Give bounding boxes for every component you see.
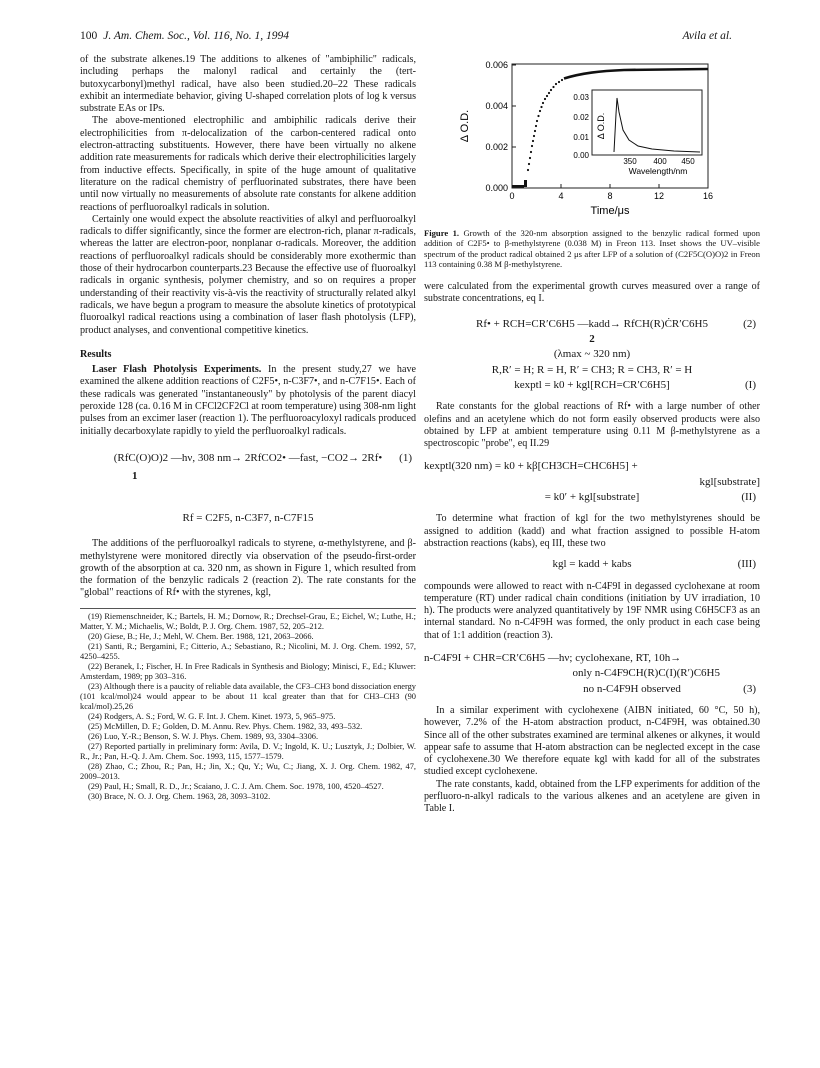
equation-III-text: kgl = kadd + kabs [552, 558, 632, 571]
caption-label: Figure 1. [424, 228, 460, 238]
inset-x-tick-label: 350 [623, 157, 637, 166]
x-tick-label: 16 [702, 191, 714, 201]
subsection-heading: Laser Flash Photolysis Experiments. [92, 364, 262, 376]
inset-frame [592, 90, 702, 155]
y-tick-label: 0.006 [485, 60, 508, 70]
y-tick-label: 0.004 [485, 101, 508, 111]
inset-y-tick-label: 0.01 [573, 133, 589, 142]
x-tick-label: 4 [558, 191, 564, 201]
right-column [424, 54, 760, 816]
footnote: (25) McMillen, D. F.; Golden, D. M. Annu. Rev. Phys. Chem. 1982, 33, 493–532. [88, 721, 363, 731]
y-axis-label: Δ O.D. [459, 109, 471, 143]
inset-y-tick-label: 0.02 [573, 113, 589, 122]
equation-II-line-1: kexptl(320 nm) = k0 + kβ[CH3CH=CHC6H5] + [424, 460, 638, 473]
equation-3-product: only n-C4F9CH(R)C(I)(R′)C6H5 [572, 667, 720, 680]
equation-number: (II) [741, 491, 756, 504]
footnote: (26) Luo, Y.-R.; Benson, S. W. J. Phys. Chem. 1989, 93, 3304–3306. [88, 731, 319, 741]
section-heading: Results [80, 348, 112, 360]
equation-number: (2) [743, 317, 756, 330]
equation-III [424, 558, 760, 570]
page-number: 100 [80, 30, 98, 42]
equation-2-text: Rf• + RCH=CR′C6H5 —kadd→ RfCH(R)ĊR′C6H5 [476, 317, 708, 330]
equation-3-reactants: n-C4F9I + CHR=CR′C6H5 —hν; cyclohexane, RT, 10h→ [424, 652, 682, 665]
inset-x-axis-label: Wavelength/nm [628, 166, 688, 176]
footnote: (29) Paul, H.; Small, R. D., Jr.; Scaiano, J. C. J. Am. Chem. Soc. 1978, 100, 4520–4527. [88, 781, 384, 791]
figure-1-caption [424, 228, 760, 269]
paragraph: In a similar experiment with cyclohexene (AIBN initiated, 60 °C, 50 h), however, 7.2% of the H-atom abstraction product, n-C4F9H, was obtained.30 Since all of the other substrates examined are terminal alkenes or alkynes, it would appear safe to assume that H-atom abstraction can be neglected except in the case of cyclohexene.30 We therefore equate kgl with kadd for all of the substrates studied except cyclohexene. [424, 704, 760, 778]
equation-II-text: = k0′ + kgl[substrate] [544, 491, 640, 504]
paragraph: To determine what fraction of kgl for the two methylstyrenes should be assigned to addition (kadd) and what fraction assigned to possible H-atom abstraction reactions (kabs), eq III, these two [424, 513, 760, 549]
equation-I-text: kexptl = k0 + kgl[RCH=CR′C6H5] [514, 378, 670, 391]
inset-y-tick-label: 0.00 [573, 151, 589, 160]
equation-II-line-2: kgl[substrate] [699, 475, 760, 488]
x-tick-label: 8 [607, 191, 613, 201]
paragraph: The rate constants, kadd, obtained from the LFP experiments for addition of the perfluoro-n-alkyl radicals to the various alkenes and an acetylene are given in Table I. [424, 778, 760, 815]
inset-y-tick-label: 0.03 [573, 93, 589, 102]
footnote: (30) Brace, N. O. J. Org. Chem. 1963, 28, 3093–3102. [88, 791, 271, 801]
y-tick-label: 0.000 [485, 183, 508, 193]
footnote: (27) Reported partially in preliminary form: Avila, D. V.; Ingold, K. U.; Lusztyk, J.; Dolbier, W. R., Jr.; Pan, H.-Q. J. Am. Chem. Soc. 1993, 115, 1577–1579. [80, 741, 416, 761]
equation-II [424, 491, 760, 503]
paragraph: Rate constants for the global reactions of Rf• with a large number of other olefins and an acetylene which do not form easily observed products were also obtained by LFP at ambient temperature using 0.11 M β-methylstyrene as a spectroscopic "probe", eq II.29 [424, 401, 760, 450]
equation-1 [80, 452, 416, 508]
x-tick-label: 0 [509, 191, 515, 201]
equation-3 [424, 683, 760, 695]
equation-3-note: no n-C4F9H observed [583, 682, 681, 695]
equation-number: (1) [399, 451, 412, 464]
equation-number: (III) [737, 558, 756, 571]
inset-y-axis-label: Δ O.D. [596, 112, 606, 140]
x-tick-label: 12 [653, 191, 665, 201]
footnotes [80, 608, 416, 802]
footnote: (21) Santi, R.; Bergamini, F.; Citterio, A.; Sebastiano, R.; Nicolini, M. J. Org. Chem. 1992, 57, 4250–4255. [80, 641, 416, 661]
paragraph [80, 364, 416, 438]
caption-text: Growth of the 320-nm absorption assigned to the benzylic radical formed upon addition of C2F5• to β-methylstyrene (0.038 M) in Freon 113. Inset shows the UV–visible spectrum of the product radical obtained 2 μs after LFP of a solution of (C2F5C(O)O)2 in Freon 113 containing 0.38 M β-methylstyrene. [424, 228, 761, 269]
paragraph: of the substrate alkenes.19 The additions to alkenes of "ambiphilic" radicals, including perhaps the malonyl radical and certainly the (tert-butoxycarbonyl)methyl radical, have also been studied.20–22 These radicals exhibit an intermediate behavior, giving U-shaped correlation plots of log k versus substrate EAs or IPs. [80, 54, 416, 115]
inset-x-tick-label: 400 [653, 157, 667, 166]
left-column [80, 54, 416, 802]
footnote: (19) Riemenschneider, K.; Bartels, H. M.; Dornow, R.; Drechsel-Grau, E.; Eichel, W.; Luthe, H.; Matter, Y. M.; Michaelis, W.; Boldt, P. J. Org. Chem. 1987, 52, 205–212. [80, 611, 416, 631]
compound-number: 2 [589, 333, 595, 346]
paragraph: Certainly one would expect the absolute reactivities of alkyl and perfluoroalkyl radicals to differ significantly, since the former are electron-rich, planar π-radicals, whereas the latter are electron-poor, nonplanar σ-radicals. Moreover, the addition reactions of perfluoroalkyl radicals should be considerably more exothermic than those of their hydrocarbon counterparts.23 Because the effective use of fluoroalkyl radicals in organic synthesis, polymer chemistry, and so on requires a proper understanding of their reactivity vis-à-vis the reactivity of structurally related alkyl radicals, we have begun a program to measure the absolute kinetics of prototypical fluoroalkyl radical reactions using a combination of laser flash photolysis (LFP), product analyses, and conventional competitive kinetics. [80, 213, 416, 336]
equation-number: (3) [743, 682, 756, 695]
equation-I [424, 379, 760, 391]
paragraph-text: In the present study,27 we have examined the alkene addition reactions of C2F5•, n-C3F7•, and n-C7F15•. Each of these radicals was generated "instantaneously" by photolysis of the parent diacyl peroxide 128 (ca. 0.16 M in CFCl2CF2Cl at room temperature) using 308-nm light pulses from an excimer laser (reaction 1). The perfluoroacyloxyl radicals produced initially decarboxylate rapidly to yield the perfluoroalkyl radicals. [80, 364, 416, 437]
x-axis-label: Time/μs [590, 205, 630, 217]
paragraph: compounds were allowed to react with n-C4F9I in degassed cyclohexane at room temperature (RT) under radical chain conditions (initiation by UV irradiation, 10 h). The products were analyzed quantitatively by 19F NMR using C6H5CF3 as an internal standard. No n-C4F9H was formed, the only product in each case being that of 1:1 addition (reaction 3). [424, 580, 760, 641]
lambda-max: (λmax ~ 320 nm) [553, 348, 631, 361]
footnote: (28) Zhao, C.; Zhou, R.; Pan, H.; Jin, X.; Qu, Y.; Wu, C.; Jiang, X. J. Org. Chem. 1982, 47, 2009–2013. [80, 761, 416, 781]
equation-number: (I) [745, 378, 756, 391]
paragraph: The above-mentioned electrophilic and ambiphilic radicals derive their electrophilicities from π-delocalization of the carbon-centered radical onto electron-attracting substituents. However, there have been virtually no alkene addition rate measurements for radicals which derive their electrophilicities largely from inductive effects. Specifically, in spite of the huge amount of qualitative literature on the radical chemistry of perfluorinated substrates, there have been until now virtually no measurements of absolute rate constants for alkene addition reactions of perfluoroalkyl radicals in solution. [80, 115, 416, 213]
figure-1-plot [424, 54, 760, 222]
equation-2 [424, 318, 760, 330]
figure-1 [424, 54, 760, 222]
rf-definition: Rf = C2F5, n-C3F7, n-C7F15 [182, 511, 314, 524]
compound-number: 1 [132, 469, 138, 482]
journal-citation: J. Am. Chem. Soc., Vol. 116, No. 1, 1994 [103, 30, 290, 42]
paragraph: were calculated from the experimental growth curves measured over a range of substrate concentrations, eq I. [424, 281, 760, 305]
y-tick-label: 0.002 [485, 142, 508, 152]
footnote: (22) Beranek, I.; Fischer, H. In Free Radicals in Synthesis and Biology; Minisci, F., Ed.; Kluwer: Amsterdam, 1989; pp 303–316. [80, 661, 416, 681]
running-header-left [80, 30, 289, 42]
footnote: (20) Giese, B.; He, J.; Mehl, W. Chem. Ber. 1988, 121, 2063–2066. [88, 631, 314, 641]
equation-1-text: (RfC(O)O)2 —hν, 308 nm→ 2RfCO2• —fast, −CO2→ 2Rf• [113, 451, 383, 464]
paragraph: The additions of the perfluoroalkyl radicals to styrene, α-methylstyrene, and β-methylstyrene were monitored directly via observation of the pseudo-first-order growth of the absorption at ca. 320 nm, as shown in Figure 1, which resulted from the formation of the benzylic radicals 2 (reaction 2). The rate constants for the "global" reactions of Rf• with the styrenes, kgl, [80, 538, 416, 599]
inset-x-tick-label: 450 [681, 157, 695, 166]
x-ticks [512, 184, 708, 188]
y-ticks [512, 65, 516, 188]
footnote: (24) Rodgers, A. S.; Ford, W. G. F. Int. J. Chem. Kinet. 1973, 5, 965–975. [88, 711, 336, 721]
substituent-definition: R,R′ = H; R = H, R′ = CH3; R = CH3, R′ = H [491, 363, 693, 376]
footnote: (23) Although there is a paucity of reliable data available, the CF3–CH3 bond dissociation energy (101 kcal/mol)24 would appear to be about 11 kcal greater than that for CH3–CH3 (90 kcal/mol).25,26 [80, 681, 416, 711]
running-header-authors: Avila et al. [682, 30, 732, 42]
